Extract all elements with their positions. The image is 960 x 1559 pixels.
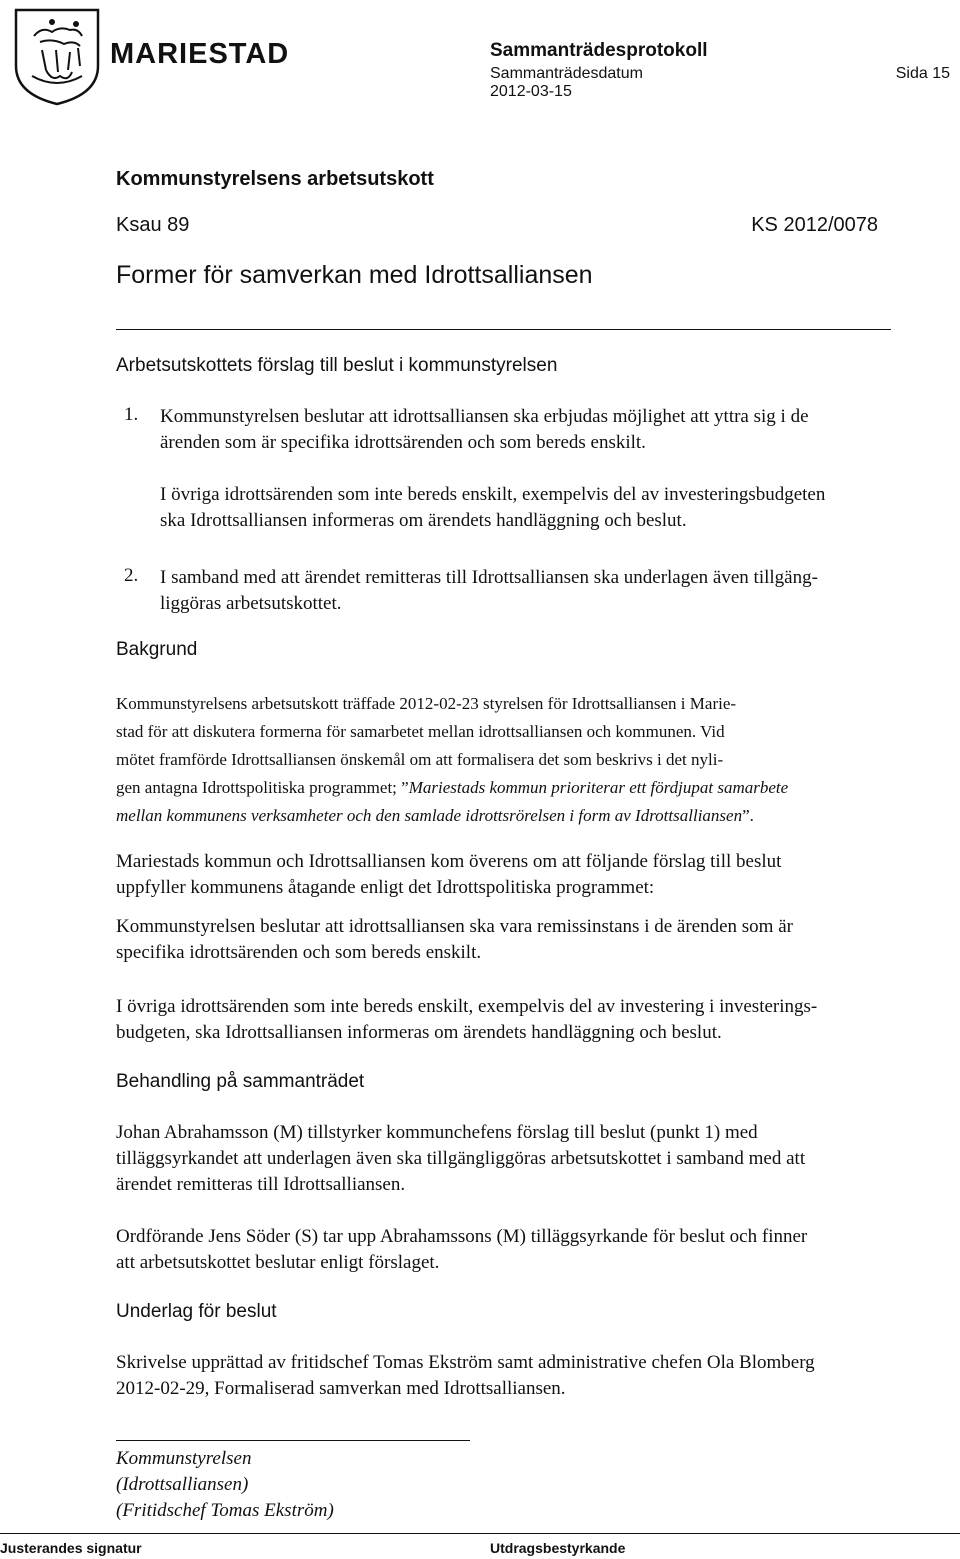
document-title: Sammanträdesprotokoll — [490, 40, 708, 61]
background-paragraph-2: Mariestads kommun och Idrottsalliansen kom överens om att följande förslag till beslut uppfyller kommunens åtagande enligt det Idrottspolitiska programmet: — [116, 851, 782, 898]
proposal-item-2: I samband med att ärendet remitteras till Idrottsalliansen ska underlagen även tillgäng- liggöras arbetsutskottet. — [160, 567, 818, 614]
title-divider — [116, 329, 891, 330]
distribution-item: Kommunstyrelsen — [116, 1448, 252, 1469]
case-number: KS 2012/0078 — [751, 214, 878, 236]
case-reference: Ksau 89 — [116, 214, 190, 236]
background-paragraph-3: Kommunstyrelsen beslutar att idrottsalliansen ska vara remissinstans i de ärenden som är specifika idrottsärenden och som bereds enskilt. — [116, 916, 793, 963]
footer-certification-label: Utdragsbestyrkande — [490, 1540, 626, 1556]
distribution-divider — [116, 1440, 470, 1441]
background-paragraph-1: Kommunstyrelsens arbetsutskott träffade 2012-02-23 styrelsen för Idrottsalliansen i Marie- stad för att diskutera formerna för samarbetet mellan idrottsalliansen och kommunen. Vid mötet framförde Idrottsalliansen önskemål om att formalisera det som beskrivs i det nyli- gen antagna Idrottspolitiska programmet; ”Mariestads kommun prioriterar ett fördjupat samarbete mellan kommunens verksamheter och den samlade idrottsrörelsen i form av Idrottsalliansen”. — [116, 694, 789, 825]
footer-signature-label: Justerandes signatur — [0, 1540, 142, 1556]
meeting-paragraph-1: Johan Abrahamsson (M) tillstyrker kommunchefens förslag till beslut (punkt 1) med tilläggsyrkandet att underlagen även ska tillgängliggöras arbetsutskottet i samband med att ärendet remitteras till Idrottsalliansen. — [116, 1122, 806, 1195]
footer-divider — [0, 1533, 960, 1534]
meeting-date: 2012-03-15 — [490, 83, 572, 100]
meeting-paragraph-2: Ordförande Jens Söder (S) tar upp Abrahamssons (M) tilläggsyrkande för beslut och finner att arbetsutskottet beslutar enligt förslaget. — [116, 1226, 808, 1273]
background-heading: Bakgrund — [116, 639, 198, 660]
distribution-item: (Idrottsalliansen) — [116, 1474, 249, 1495]
page-number: Sida 15 — [895, 65, 950, 82]
proposal-heading: Arbetsutskottets förslag till beslut i kommunstyrelsen — [116, 355, 558, 376]
distribution-item: (Fritidschef Tomas Ekström) — [116, 1500, 334, 1521]
background-paragraph-4: I övriga idrottsärenden som inte bereds enskilt, exempelvis del av investering i investerings- budgeten, ska Idrottsalliansen informeras om ärendets handläggning och beslut. — [116, 996, 818, 1043]
proposal-item-1: Kommunstyrelsen beslutar att idrottsalliansen ska erbjudas möjlighet att yttra sig i de ärenden som är specifika idrottsärenden och som bereds enskilt. — [160, 406, 809, 453]
basis-heading: Underlag för beslut — [116, 1301, 277, 1322]
logo-text: MARIESTAD — [110, 38, 290, 70]
item-number: 2. — [124, 565, 139, 586]
meeting-date-label: Sammanträdesdatum — [490, 65, 643, 82]
basis-paragraph: Skrivelse upprättad av fritidschef Tomas Ekström samt administrative chefen Ola Blomberg 2012-02-29, Formaliserad samverkan med Idrottsalliansen. — [116, 1352, 815, 1399]
department-heading: Kommunstyrelsens arbetsutskott — [116, 168, 434, 190]
page-title: Former för samverkan med Idrottsalliansen — [116, 261, 593, 289]
meeting-heading: Behandling på sammanträdet — [116, 1071, 365, 1092]
proposal-item-1-extra: I övriga idrottsärenden som inte bereds enskilt, exempelvis del av investeringsbudgeten ska Idrottsalliansen informeras om ärendets handläggning och beslut. — [160, 484, 826, 531]
item-number: 1. — [124, 404, 139, 425]
